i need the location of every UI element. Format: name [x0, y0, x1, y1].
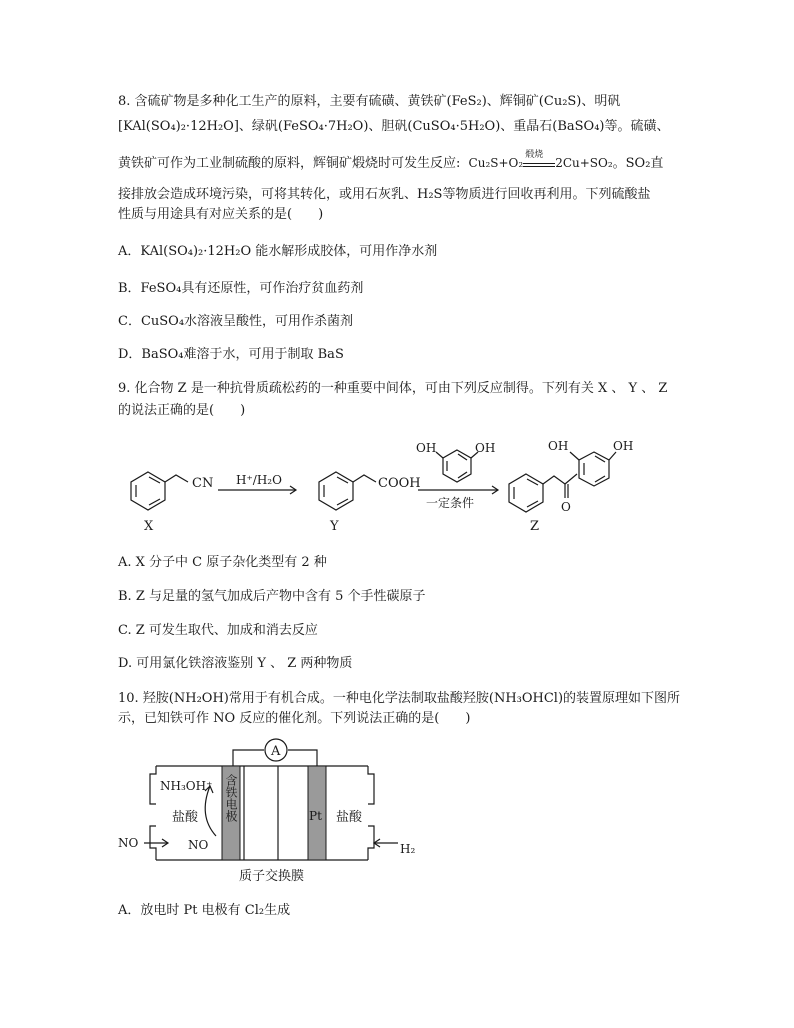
cell-top-left [150, 766, 156, 804]
q9-reaction-figure [118, 428, 678, 538]
ammeter-label: A [271, 744, 281, 759]
q10-line-2: 示，已知铁可作 NO 反应的催化剂。下列说法正确的是( ) [118, 711, 471, 726]
q9-option-a[interactable]: A. X 分子中 C 原子杂化类型有 2 种 [118, 555, 327, 570]
z-oh-right: OH [613, 439, 634, 453]
q8-line-5: 性质与用途具有对应关系的是( ) [118, 207, 324, 222]
x-cn-group: CN [192, 476, 214, 491]
arrow-2-label: 一定条件 [426, 496, 475, 510]
q10-option-a[interactable]: A．放电时 Pt 电极有 Cl₂生成 [118, 903, 291, 918]
q8-equation-equals [523, 163, 555, 167]
q8-line-3 [118, 149, 664, 173]
z-oh-left: OH [548, 439, 569, 453]
pt-label: Pt [309, 809, 322, 823]
q8-option-a[interactable]: A．KAl(SO₄)₂·12H₂O 能水解形成胶体，可用作净水剂 [118, 244, 438, 259]
reaction-arrow [205, 786, 216, 836]
y-chain [353, 475, 376, 482]
z-oxygen: O [561, 500, 571, 514]
q8-option-d[interactable]: D．BaSO₄难溶于水，可用于制取 BaS [118, 347, 344, 362]
no-inlet-label: NO [118, 836, 139, 850]
nh3oh-label: NH₃OH⁺ [160, 779, 213, 793]
wire-right [288, 750, 317, 766]
z-label: Z [530, 519, 540, 534]
q8-equation-right: 2Cu+SO₂ [555, 156, 613, 170]
q9-option-c[interactable]: C. Z 可发生取代、加成和消去反应 [118, 623, 318, 638]
q8-equation-arrow [523, 149, 555, 171]
resorcinol-oh-right: OH [475, 441, 496, 455]
q8-option-c[interactable]: C．CuSO₄水溶液呈酸性，可用作杀菌剂 [118, 314, 354, 329]
q9-option-b[interactable]: B. Z 与足量的氢气加成后产物中含有 5 个手性碳原子 [118, 589, 426, 604]
q10-line-1: 10. 羟胺(NH₂OH)常用于有机合成。一种电化学法制取盐酸羟胺(NH₃OHCl)的装置原理如下图所 [118, 691, 681, 706]
right-acid-label: 盐酸 [336, 810, 363, 825]
arrow-1-label: H⁺/H₂O [236, 473, 282, 487]
z-chain [543, 476, 565, 484]
left-acid-label: 盐酸 [172, 810, 199, 825]
fe-electrode-label: 含铁电极 [224, 774, 238, 822]
x-chain [165, 475, 188, 482]
q8-option-b[interactable]: B．FeSO₄具有还原性，可作治疗贫血药剂 [118, 281, 364, 296]
q9-line-2: 的说法正确的是( ) [118, 403, 246, 418]
q8-line-3-text: 黄铁矿可作为工业制硫酸的原料，辉铜矿煅烧时可发生反应: [118, 156, 461, 171]
left-no-label: NO [188, 838, 209, 852]
q9-line-1: 9. 化合物 Z 是一种抗骨质疏松药的一种重要中间体，可由下列反应制得。下列有关 X 、 Y 、 Z [118, 381, 668, 396]
q8-line-2: [KAl(SO₄)₂·12H₂O]、绿矾(FeSO₄·7H₂O)、胆矾(CuSO₄·5H₂O)、重晶石(BaSO₄)等。硫磺、 [118, 119, 670, 134]
resorcinol-oh-left: OH [416, 441, 437, 455]
y-label: Y [330, 519, 339, 534]
q8-line-3-end: 。SO₂直 [612, 156, 664, 171]
q9-option-d[interactable]: D. 可用氯化铁溶液鉴别 Y 、 Z 两种物质 [118, 656, 353, 671]
q8-equation-left: Cu₂S+O₂ [468, 156, 524, 170]
y-cooh-group: COOH [378, 476, 421, 491]
q8-line-1: 8. 含硫矿物是多种化工生产的原料，主要有硫磺、黄铁矿(FeS₂)、辉铜矿(Cu₂S)、明矾 [118, 94, 621, 109]
wire-left [233, 750, 264, 766]
q10-electrolysis-figure [118, 736, 418, 888]
x-label: X [144, 519, 154, 534]
h2-label: H₂ [400, 842, 416, 856]
q8-line-4: 接排放会造成环境污染，可将其转化，或用石灰乳、H₂S等物质进行回收再利用。下列硫酸盐 [118, 187, 651, 202]
membrane-label: 质子交换膜 [239, 869, 305, 884]
cell-top-right [368, 766, 374, 804]
q8-equation-condition: 煅烧 [525, 149, 544, 160]
